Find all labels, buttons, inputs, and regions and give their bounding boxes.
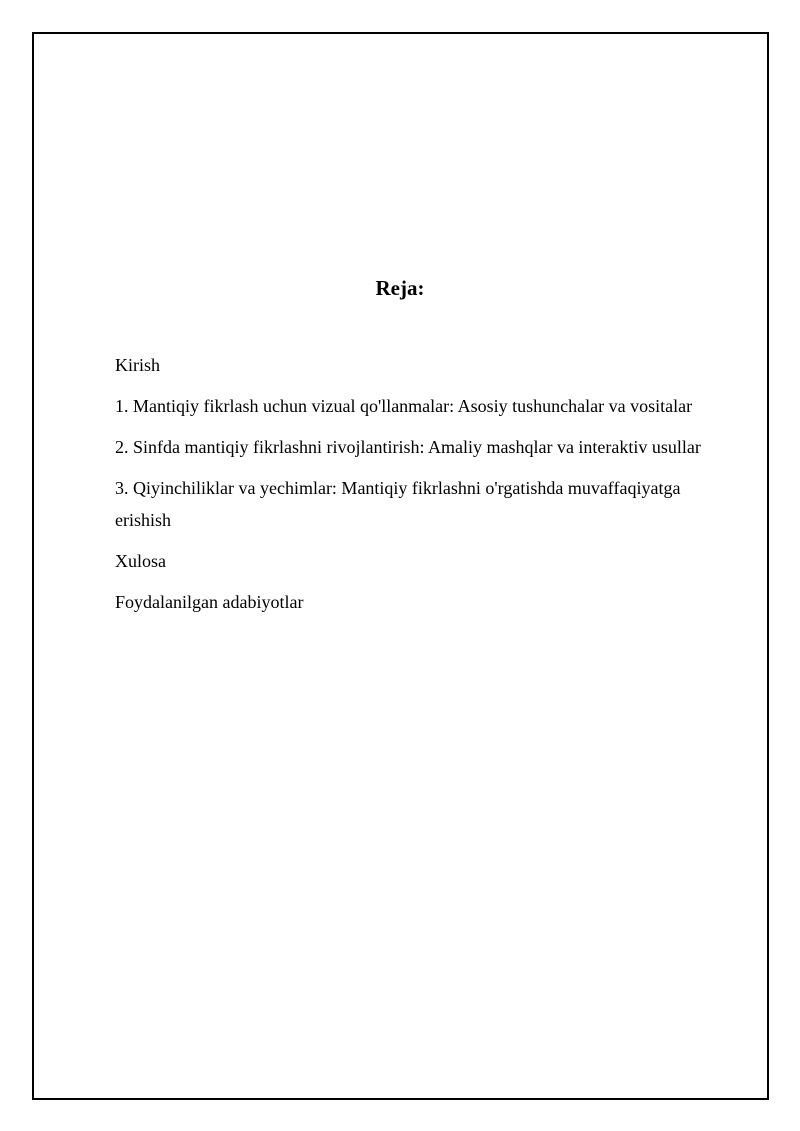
plan-list — [115, 349, 735, 627]
plan-item-references: Foydalanilgan adabiyotlar — [115, 592, 304, 612]
plan-item-conclusion: Xulosa — [115, 551, 166, 571]
plan-item-section-3: 3. Qiyinchiliklar va yechimlar: Mantiqiy fikrlashni o'rgatishda muvaffaqiyatga erishish — [115, 478, 681, 530]
page-title: Reja: — [375, 276, 425, 300]
plan-item-introduction: Kirish — [115, 355, 160, 375]
plan-item-section-1: 1. Mantiqiy fikrlash uchun vizual qo'llanmalar: Asosiy tushunchalar va vositalar — [115, 396, 693, 416]
plan-item-section-2: 2. Sinfda mantiqiy fikrlashni rivojlantirish: Amaliy mashqlar va interaktiv usullar — [115, 437, 701, 457]
